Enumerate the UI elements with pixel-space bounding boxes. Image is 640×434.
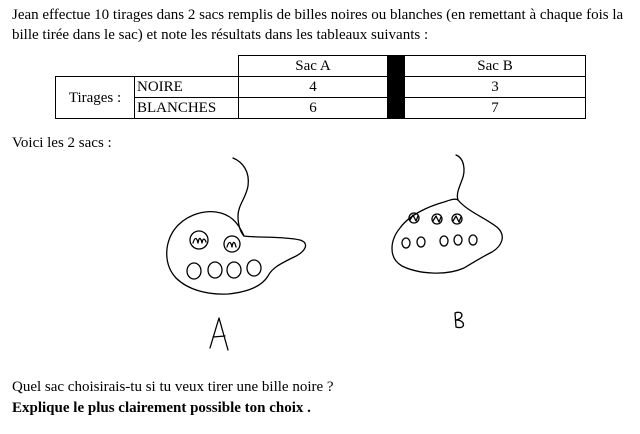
intro-text: Jean effectue 10 tirages dans 2 sacs remplis de billes noires ou blanches (en remettant à chaque fois la bille tirée dans le sac) et note les résultats dans les tableaux suivants : bbox=[12, 7, 624, 43]
black-ball bbox=[190, 231, 208, 249]
row-group-label: Tirages : bbox=[56, 77, 135, 119]
cell-blanches-sac-a: 6 bbox=[239, 98, 388, 119]
row-label-noire: NOIRE bbox=[135, 77, 239, 98]
bag-a-outline bbox=[167, 212, 306, 294]
bag-b-hook bbox=[456, 155, 464, 200]
white-ball bbox=[417, 237, 425, 247]
row-label-blanches: BLANCHES bbox=[135, 98, 239, 119]
question-block bbox=[12, 377, 334, 419]
white-ball bbox=[454, 235, 462, 245]
black-ball bbox=[432, 214, 442, 224]
white-ball bbox=[402, 238, 410, 248]
black-ball bbox=[452, 214, 462, 224]
white-ball bbox=[227, 262, 241, 278]
white-ball bbox=[247, 260, 261, 276]
col-header-sac-a: Sac A bbox=[239, 56, 388, 77]
instruction-text: Explique le plus clairement possible ton choix . bbox=[12, 400, 311, 416]
white-ball bbox=[469, 235, 477, 245]
bag-a-label bbox=[210, 318, 228, 350]
cell-noire-sac-b: 3 bbox=[405, 77, 586, 98]
cell-noire-sac-a: 4 bbox=[239, 77, 388, 98]
black-ball bbox=[224, 236, 240, 252]
bag-a bbox=[167, 158, 306, 350]
white-ball bbox=[208, 262, 222, 278]
cell-blanches-sac-b: 7 bbox=[405, 98, 586, 119]
bags-intro: Voici les 2 sacs : bbox=[12, 135, 112, 151]
bag-a-hook bbox=[233, 158, 248, 236]
question-text: Quel sac choisirais-tu si tu veux tirer une bille noire ? bbox=[12, 379, 334, 395]
bag-b-label bbox=[455, 312, 464, 327]
bag-b bbox=[392, 155, 502, 328]
white-ball bbox=[440, 236, 448, 246]
col-header-sac-b: Sac B bbox=[405, 56, 586, 77]
bag-b-outline bbox=[392, 199, 502, 273]
white-ball bbox=[187, 263, 201, 279]
